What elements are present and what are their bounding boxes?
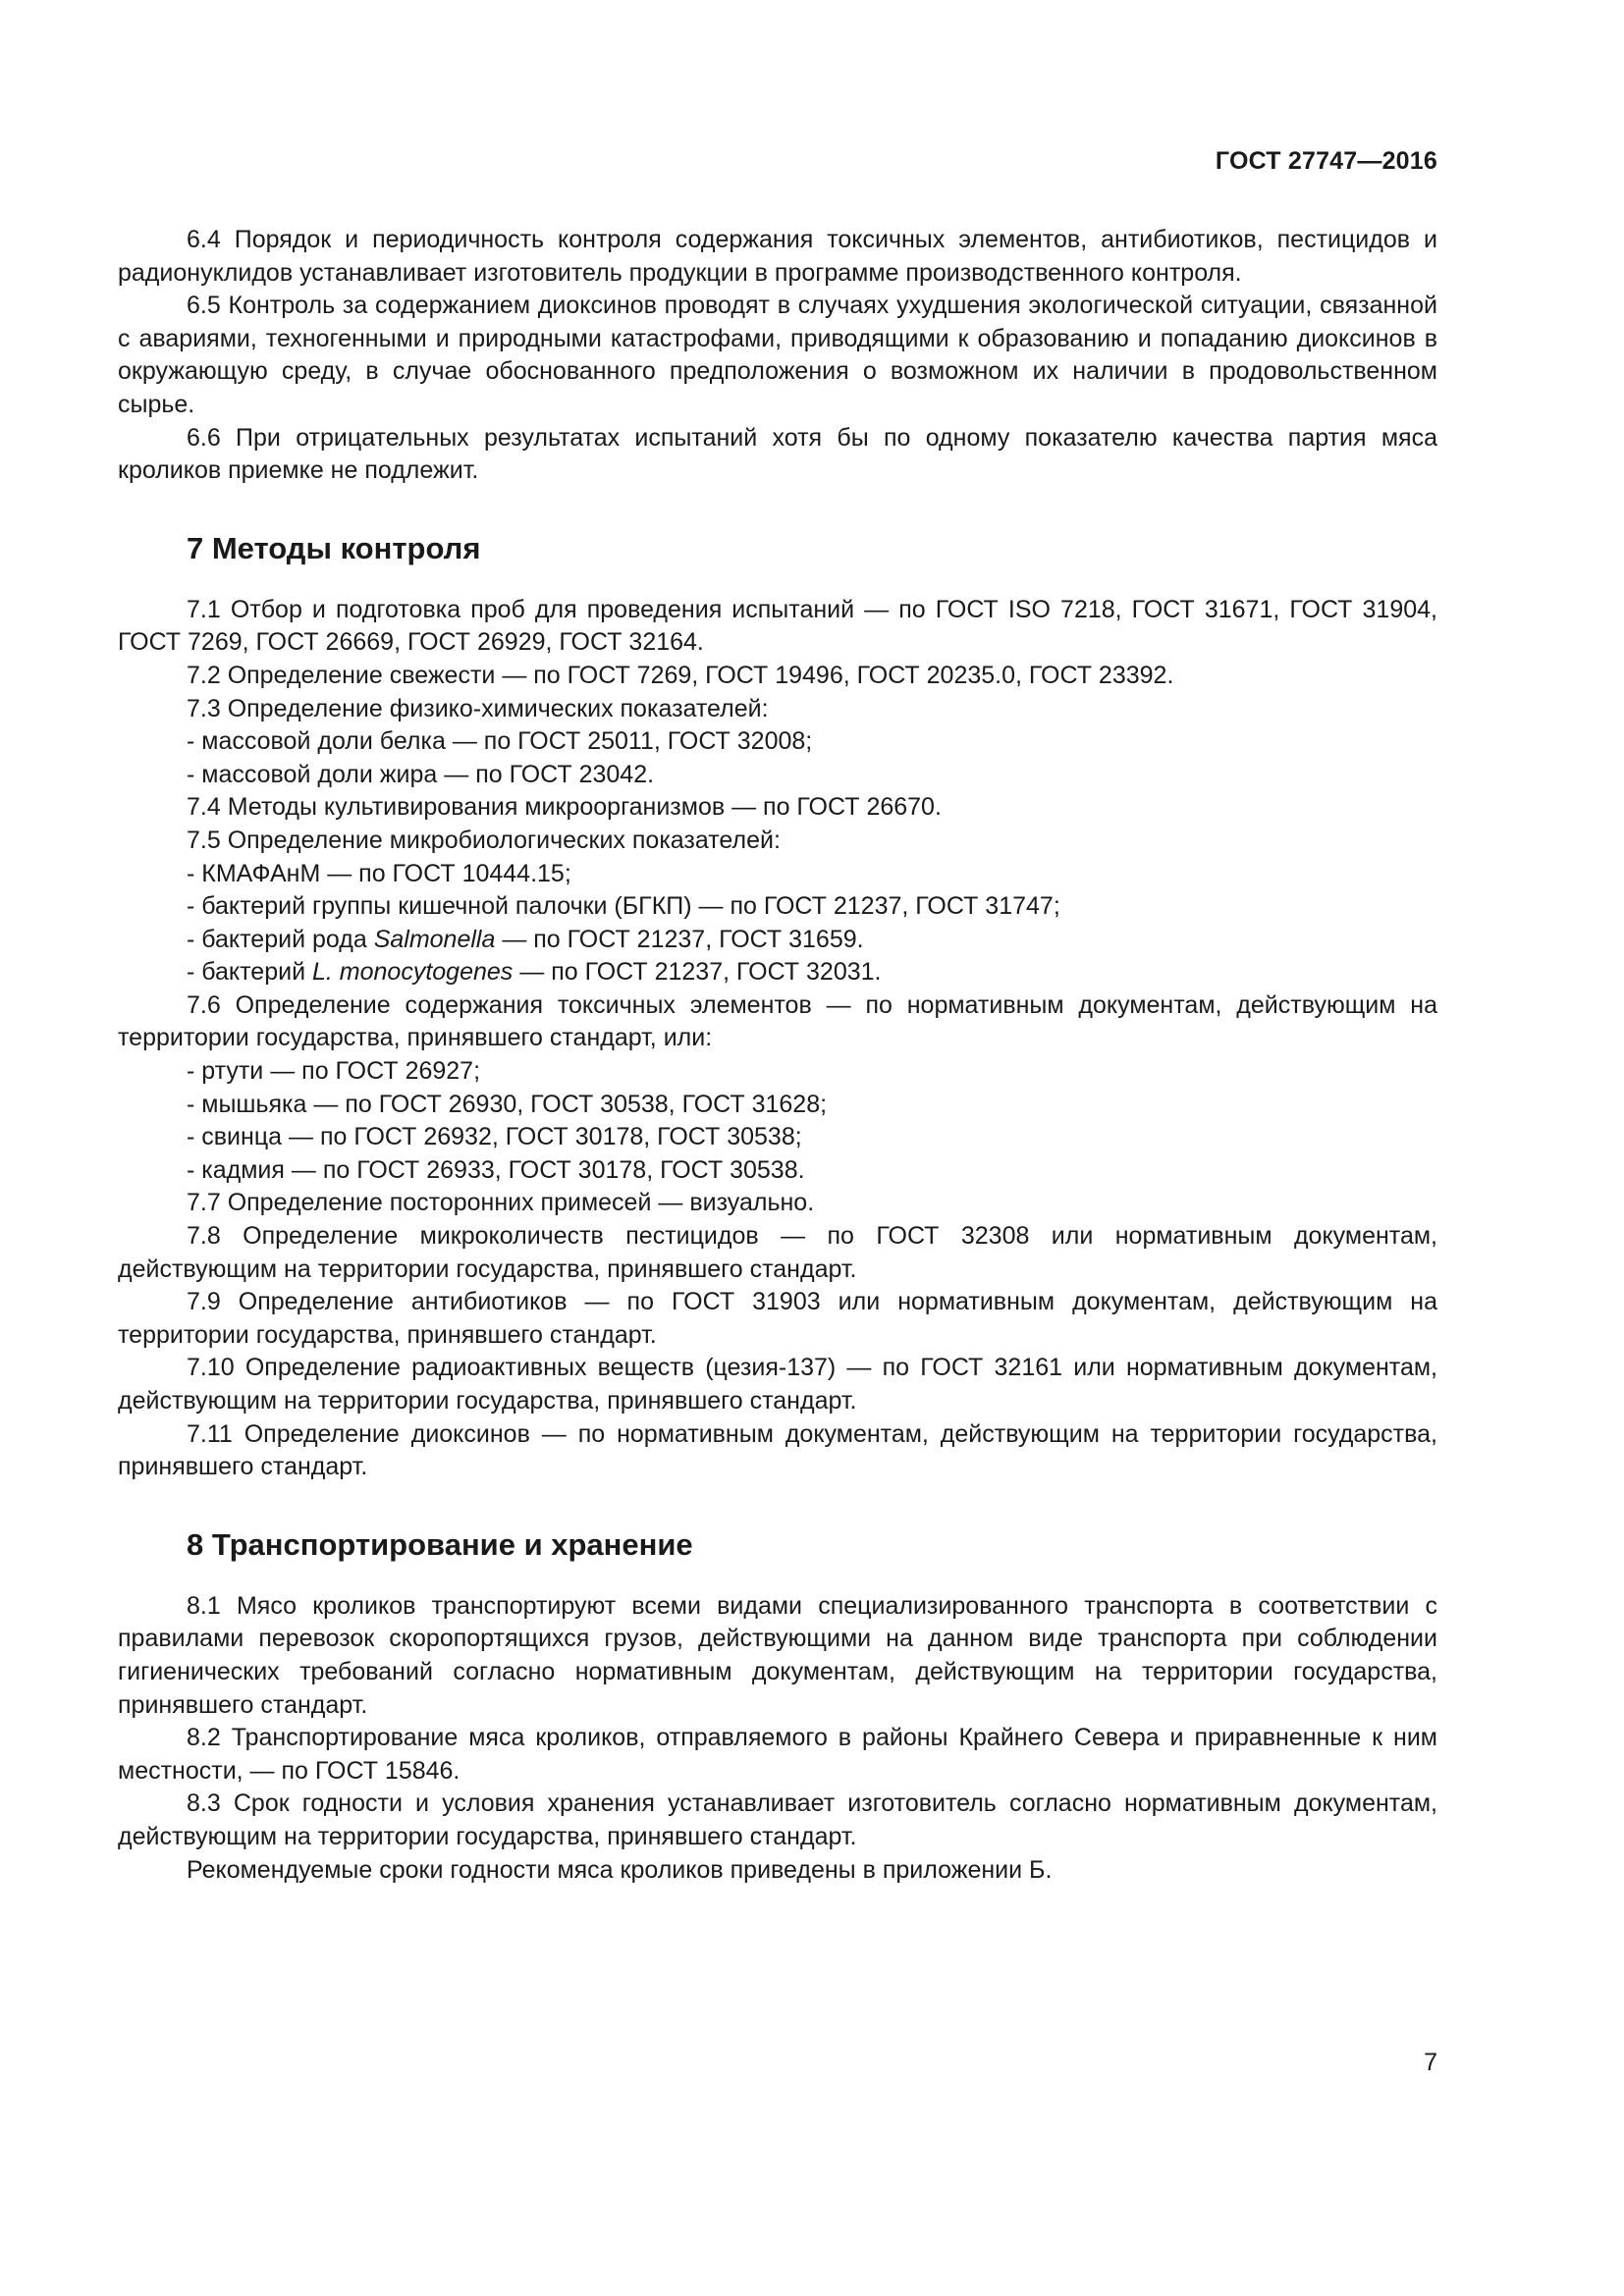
paragraph-7-4: 7.4 Методы культивирования микроорганизмов — по ГОСТ 26670. — [187, 793, 942, 822]
paragraph-8-3: 8.3 Срок годности и условия хранения устанавливает изготовитель согласно нормативным документам, действующим на территории государства, принявшего стандарт. — [118, 1789, 1437, 1850]
paragraph-recommended-shelf-life: Рекомендуемые сроки годности мяса кроликов приведены в приложении Б. — [187, 1855, 1053, 1884]
list-item: - массовой доли жира — по ГОСТ 23042. — [187, 760, 655, 788]
paragraph-7-9: 7.9 Определение антибиотиков — по ГОСТ 31903 или нормативным документам, действующим на территории государства, принявшего стандарт. — [118, 1288, 1437, 1349]
list-item: - мышьяка — по ГОСТ 26930, ГОСТ 30538, ГОСТ 31628; — [187, 1090, 828, 1118]
list-item: - свинца — по ГОСТ 26932, ГОСТ 30178, ГОСТ 30538; — [187, 1123, 802, 1151]
list-item-prefix: - бактерий — [187, 958, 312, 987]
page-number: 7 — [1424, 2049, 1437, 2076]
paragraph-7-2: 7.2 Определение свежести — по ГОСТ 7269, ГОСТ 19496, ГОСТ 20235.0, ГОСТ 23392. — [187, 661, 1174, 689]
list-item: - бактерий группы кишечной палочки (БГКП) — по ГОСТ 21237, ГОСТ 31747; — [187, 892, 1060, 921]
document-body — [118, 224, 1437, 1887]
list-item-prefix: - бактерий рода — [187, 925, 374, 953]
species-name: L. monocytogenes — [312, 958, 514, 987]
paragraph-6-4: 6.4 Порядок и периодичность контроля содержания токсичных элементов, антибиотиков, пестицидов и радионуклидов устанавливает изготовитель продукции в программе производственного контроля. — [118, 226, 1437, 287]
paragraph-7-10: 7.10 Определение радиоактивных веществ (цезия-137) — по ГОСТ 32161 или нормативным документам, действующим на территории государства, принявшего стандарт. — [118, 1354, 1437, 1415]
document-header-id: ГОСТ 27747—2016 — [1215, 147, 1437, 175]
section-7-heading: 7 Методы контроля — [187, 530, 481, 565]
list-item: - ртути — по ГОСТ 26927; — [187, 1057, 481, 1086]
paragraph-6-6: 6.6 При отрицательных результатах испытаний хотя бы по одному показателю качества партия мяса кроликов приемке не подлежит. — [118, 423, 1437, 485]
paragraph-7-7: 7.7 Определение посторонних примесей — визуально. — [187, 1189, 815, 1217]
paragraph-8-1: 8.1 Мясо кроликов транспортируют всеми видами специализированного транспорта в соответствии с правилами перевозок скоропортящихся грузов, действующими на данном виде транспорта при соблюдении гигиенических требований согласно нормативным документам, действующим на территории государства, принявшего стандарт. — [118, 1591, 1437, 1719]
paragraph-8-2: 8.2 Транспортирование мяса кроликов, отправляемого в районы Крайнего Севера и приравненные к ним местности, — по ГОСТ 15846. — [118, 1724, 1437, 1785]
list-item-suffix: — по ГОСТ 21237, ГОСТ 32031. — [513, 958, 882, 987]
list-item-listeria — [118, 956, 1437, 989]
list-item: - КМАФАнМ — по ГОСТ 10444.15; — [187, 859, 571, 887]
list-item: - кадмия — по ГОСТ 26933, ГОСТ 30178, ГОСТ 30538. — [187, 1155, 805, 1184]
section-8-heading: 8 Транспортирование и хранение — [187, 1526, 693, 1562]
list-item: - массовой доли белка — по ГОСТ 25011, ГОСТ 32008; — [187, 727, 813, 756]
paragraph-7-5: 7.5 Определение микробиологических показателей: — [187, 826, 781, 854]
paragraph-7-3: 7.3 Определение физико-химических показателей: — [187, 694, 769, 722]
list-item-suffix: — по ГОСТ 21237, ГОСТ 31659. — [495, 925, 864, 953]
species-name: Salmonella — [373, 925, 496, 953]
paragraph-6-5: 6.5 Контроль за содержанием диоксинов проводят в случаях ухудшения экологической ситуации, связанной с авариями, техногенными и природными катастрофами, приводящими к образованию и попаданию диоксинов в окружающую среду, в случае обоснованного предположения о возможном их наличии в продовольственном сырье. — [118, 292, 1437, 418]
paragraph-7-8: 7.8 Определение микроколичеств пестицидов — по ГОСТ 32308 или нормативным документам, действующим на территории государства, принявшего стандарт. — [118, 1222, 1437, 1283]
paragraph-7-11: 7.11 Определение диоксинов — по нормативным документам, действующим на территории государства, принявшего стандарт. — [118, 1419, 1437, 1481]
list-item-salmonella — [118, 924, 1437, 957]
paragraph-7-6: 7.6 Определение содержания токсичных элементов — по нормативным документам, действующим на территории государства, принявшего стандарт, или: — [118, 990, 1437, 1052]
paragraph-7-1: 7.1 Отбор и подготовка проб для проведения испытаний — по ГОСТ ISO 7218, ГОСТ 31671, ГОСТ 31904, ГОСТ 7269, ГОСТ 26669, ГОСТ 26929, ГОСТ 32164. — [118, 595, 1437, 657]
